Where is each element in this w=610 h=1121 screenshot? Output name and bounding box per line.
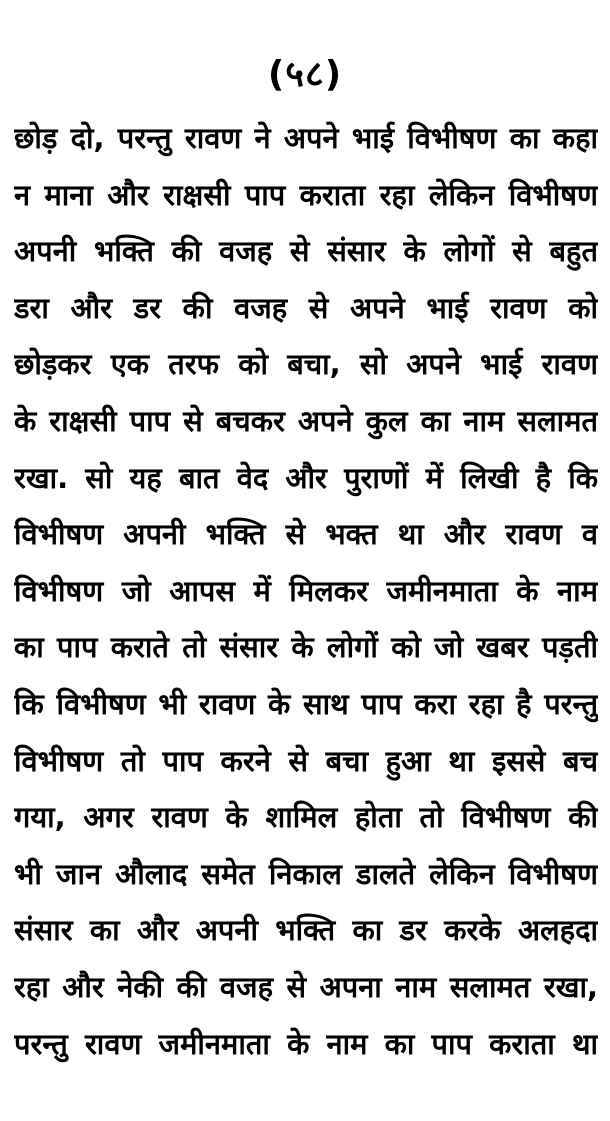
- text-line: का पाप कराते तो संसार के लोगों को जो खबर पड़ती: [14, 630, 598, 665]
- text-line: रहा और नेकी की वजह से अपना नाम सलामत रखा,: [14, 969, 598, 1004]
- page-number: (५८): [267, 54, 343, 95]
- text-line: परन्तु रावण जमीनमाता के नाम का पाप कराता था: [14, 1026, 598, 1061]
- text-line: के राक्षसी पाप से बचकर अपने कुल का नाम सलामत: [14, 403, 598, 438]
- text-line: कि विभीषण भी रावण के साथ पाप करा रहा है परन्तु: [14, 686, 598, 721]
- text-line: रखा. सो यह बात वेद और पुराणों में लिखी है कि: [14, 460, 598, 495]
- text-line: छोड़कर एक तरफ को बचा, सो अपने भाई रावण: [14, 347, 598, 382]
- body-text: [14, 110, 598, 1072]
- text-line: विभीषण अपनी भक्ति से भक्त था और रावण व: [14, 517, 598, 552]
- text-line: विभीषण तो पाप करने से बचा हुआ था इससे बच: [14, 743, 598, 778]
- text-line: गया, अगर रावण के शामिल होता तो विभीषण की: [14, 800, 598, 835]
- text-line: विभीषण जो आपस में मिलकर जमीनमाता के नाम: [14, 573, 598, 608]
- text-line: भी जान औलाद समेत निकाल डालते लेकिन विभीषण: [14, 856, 598, 891]
- text-line: संसार का और अपनी भक्ति का डर करके अलहदा: [14, 913, 598, 948]
- text-line: न माना और राक्षसी पाप कराता रहा लेकिन विभीषण: [14, 177, 598, 212]
- text-line: छोड़ दो, परन्तु रावण ने अपने भाई विभीषण का कहा: [14, 121, 598, 155]
- text-line: अपनी भक्ति की वजह से संसार के लोगों से बहुत: [14, 234, 598, 269]
- text-line: डरा और डर की वजह से अपने भाई रावण को: [14, 290, 598, 325]
